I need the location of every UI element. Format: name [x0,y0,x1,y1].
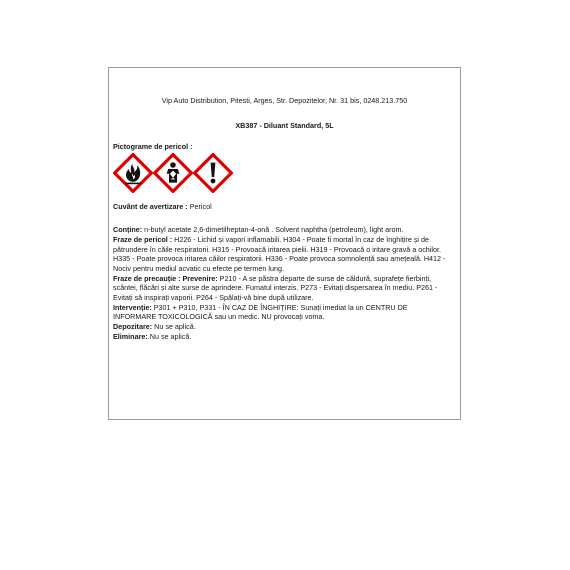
contains-label: Conține: [113,225,143,234]
storage-paragraph [113,322,452,332]
hazard-paragraph [113,235,452,273]
prevention-text: P210 - A se păstra departe de surse de căldură, suprafețe fierbinți, scântei, flăcări și alte surse de aprindere. Fumatul interzis. P273 - Evitați dispersarea în mediu. P261 - Evitați să inspirați vaporii. P264 - Spălați-vă bine după utilizare. [113,273,438,302]
contains-text: n-butyl acetate 2,6-dimetilheptan-4-onă . Solvent naphtha (petroleum), light arom. [144,225,404,234]
hazard-text: H226 - Lichid și vapori inflamabili. H304 - Poate fi mortal în caz de înghițire și de pătrundere în căile respiratorii. H315 - Provoacă iritarea pielii. H319 - Provoacă o iritare gravă a ochilor. H335 - Poate provoca iritarea căilor respiratorii. H336 - Poate provoca somnolență sau amețeală. H412 - Nociv pentru mediul acvatic cu efecte pe termen lung. [113,235,446,273]
warning-value: Pericol [189,202,212,211]
disposal-text: Nu se aplică. [149,332,192,341]
storage-text: Nu se aplică. [154,322,196,331]
intervention-paragraph [113,303,452,322]
pictograms-title: Pictograme de pericol : [113,142,193,151]
label-body [113,225,452,342]
prevention-paragraph [113,274,452,303]
storage-label: Depozitare: [113,322,153,331]
warning-line [113,202,212,212]
intervention-label: Intervenție: [113,302,152,312]
product-label [108,67,461,420]
prevention-label: Fraze de precauție : Prevenire: [113,273,218,283]
intervention-text: P301 + P310, P331 - ÎN CAZ DE ÎNGHIȚIRE: Sunați imediat la un CENTRU DE INFORMARE TOXICOLOGICĂ sau un medic. NU provocați voma. [113,302,408,321]
exclamation-mark-icon [193,153,233,193]
contains-paragraph [113,225,452,235]
health-hazard-icon [153,153,193,193]
flame-icon [113,153,153,193]
hazard-label: Fraze de pericol : [113,235,173,244]
disposal-label: Eliminare: [113,332,148,341]
product-title: XB387 - Diluant Standard, 5L [235,121,334,130]
supplier-line: Vip Auto Distribution, Pitesti, Arges, Str. Depozitelor, Nr. 31 bis, 0248.213.750 [161,96,408,105]
pictograms-row [113,153,233,195]
disposal-paragraph [113,332,452,342]
warning-label: Cuvânt de avertizare : [113,202,188,211]
